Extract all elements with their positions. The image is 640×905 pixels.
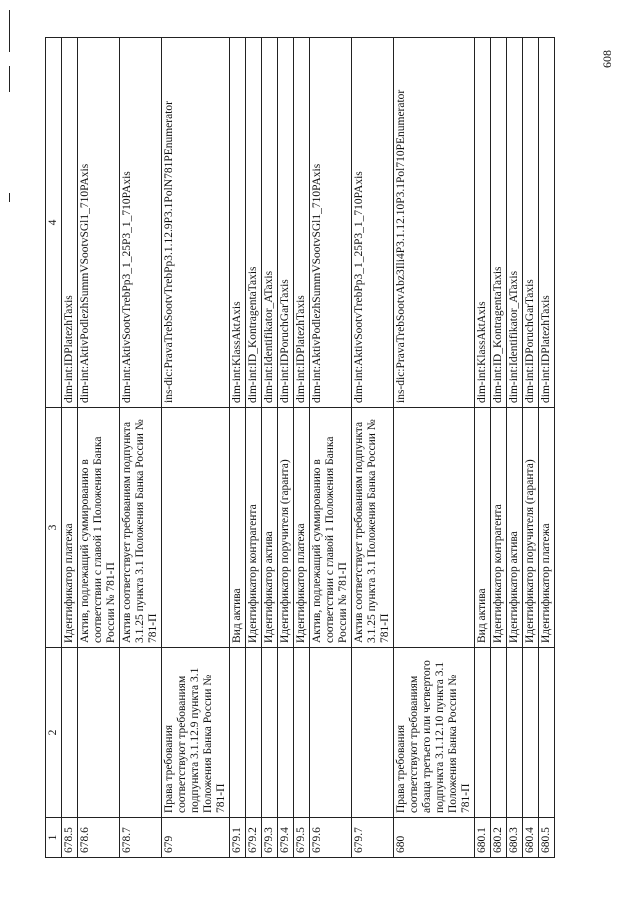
row-name-cell: Вид актива [475,408,491,648]
table-row [294,38,310,858]
row-name-cell: Идентификатор контрагента [491,408,507,648]
data-table [45,37,555,858]
row-number-cell: 680.2 [491,818,507,858]
row-name-cell: Актив, подлежащий суммированию в соответствии с главой 1 Положения Банка России № 781-П [310,408,352,648]
row-number-cell: 678.6 [78,818,120,858]
row-name-cell: Идентификатор платежа [294,408,310,648]
row-code-cell: ins-dic:PravaTrebSootvTrebPp3.1.12.9P3.1PolN781PEnumerator [162,38,230,408]
row-code-cell: dim-int:IDPlatezhTaxis [539,38,555,408]
row-code-cell: dim-int:AktivPodlezhSummVSootvSGl1_710PAxis [310,38,352,408]
row-description-cell [62,648,78,818]
table-row [491,38,507,858]
table-row [539,38,555,858]
row-number-cell: 679.7 [352,818,394,858]
row-description-cell [310,648,352,818]
binding-mark-bottom [9,193,10,202]
row-code-cell: dim-int:IDPlatezhTaxis [294,38,310,408]
row-description-cell: Права требования соответствуют требованиям подпункта 3.1.12.9 пункта 3.1 Положения Банка России № 781-П [162,648,230,818]
table-row [394,38,475,858]
table-row [230,38,246,858]
row-number-cell: 679.2 [246,818,262,858]
row-description-cell [262,648,278,818]
row-number-cell: 679.6 [310,818,352,858]
row-description-cell [246,648,262,818]
row-name-cell [394,408,475,648]
row-number-cell: 680 [394,818,475,858]
table-row [246,38,262,858]
row-number-cell: 678.7 [120,818,162,858]
row-code-cell: dim-int:AktivSootvTrebPp3_1_25P3_1_710PAxis [352,38,394,408]
table-row [310,38,352,858]
row-description-cell [230,648,246,818]
row-description-cell [507,648,523,818]
row-number-cell: 680.3 [507,818,523,858]
row-code-cell: dim-int:Identifikator_ATaxis [262,38,278,408]
row-description-cell [491,648,507,818]
table-header-row [46,38,62,858]
table-row [62,38,78,858]
row-code-cell: ins-dic:PravaTrebSootvAbz3Ili4P3.1.12.10P3.1Pol710PEnumerator [394,38,475,408]
row-number-cell: 679.4 [278,818,294,858]
header-cell: 1 [46,818,62,858]
row-name-cell: Вид актива [230,408,246,648]
row-description-cell [278,648,294,818]
row-code-cell: dim-int:AktivSootvTrebPp3_1_25P3_1_710PAxis [120,38,162,408]
table-row [507,38,523,858]
row-description-cell [523,648,539,818]
row-description-cell [78,648,120,818]
row-description-cell [539,648,555,818]
row-name-cell: Идентификатор поручителя (гаранта) [278,408,294,648]
table-row [278,38,294,858]
header-cell: 3 [46,408,62,648]
table-row [475,38,491,858]
row-name-cell: Идентификатор актива [507,408,523,648]
row-description-cell [352,648,394,818]
row-description-cell [120,648,162,818]
row-description-cell [294,648,310,818]
row-number-cell: 680.4 [523,818,539,858]
row-code-cell: dim-int:AktivPodlezhSummVSootvSGl1_710PAxis [78,38,120,408]
row-number-cell: 679 [162,818,230,858]
row-code-cell: dim-int:IDPlatezhTaxis [62,38,78,408]
table-row [352,38,394,858]
row-name-cell [162,408,230,648]
row-number-cell: 678.5 [62,818,78,858]
table-row [523,38,539,858]
row-code-cell: dim-int:ID_KontragentaTaxis [246,38,262,408]
rotated-table-container [45,38,625,858]
row-code-cell: dim-int:IDPoruchGarTaxis [278,38,294,408]
table-row [262,38,278,858]
row-number-cell: 679.5 [294,818,310,858]
row-code-cell: dim-int:KlassAktAxis [230,38,246,408]
row-name-cell: Идентификатор платежа [62,408,78,648]
row-name-cell: Идентификатор контрагента [246,408,262,648]
binding-mark-top [9,10,10,52]
row-code-cell: dim-int:IDPoruchGarTaxis [523,38,539,408]
row-description-cell: Права требования соответствуют требованиям абзаца третьего или четвертого подпункта 3.1.12.10 пункта 3.1 Положения Банка России № 781-П [394,648,475,818]
page-number: 608 [600,50,614,68]
row-description-cell [475,648,491,818]
row-name-cell: Идентификатор актива [262,408,278,648]
table-row [162,38,230,858]
row-name-cell: Идентификатор поручителя (гаранта) [523,408,539,648]
row-name-cell: Идентификатор платежа [539,408,555,648]
table-body [62,38,555,858]
header-cell: 4 [46,38,62,408]
row-name-cell: Актив соответствует требованиям подпункта 3.1.25 пункта 3.1 Положения Банка России № 781-П [120,408,162,648]
row-name-cell: Актив, подлежащий суммированию в соответствии с главой 1 Положения Банка России № 781-П [78,408,120,648]
table-row [78,38,120,858]
row-number-cell: 679.3 [262,818,278,858]
table-row [120,38,162,858]
row-code-cell: dim-int:ID_KontragentaTaxis [491,38,507,408]
binding-mark-mid [9,66,10,92]
row-code-cell: dim-int:Identifikator_ATaxis [507,38,523,408]
row-number-cell: 680.1 [475,818,491,858]
row-name-cell: Актив соответствует требованиям подпункта 3.1.25 пункта 3.1 Положения Банка России № 781-П [352,408,394,648]
row-number-cell: 679.1 [230,818,246,858]
row-number-cell: 680.5 [539,818,555,858]
header-cell: 2 [46,648,62,818]
row-code-cell: dim-int:KlassAktAxis [475,38,491,408]
